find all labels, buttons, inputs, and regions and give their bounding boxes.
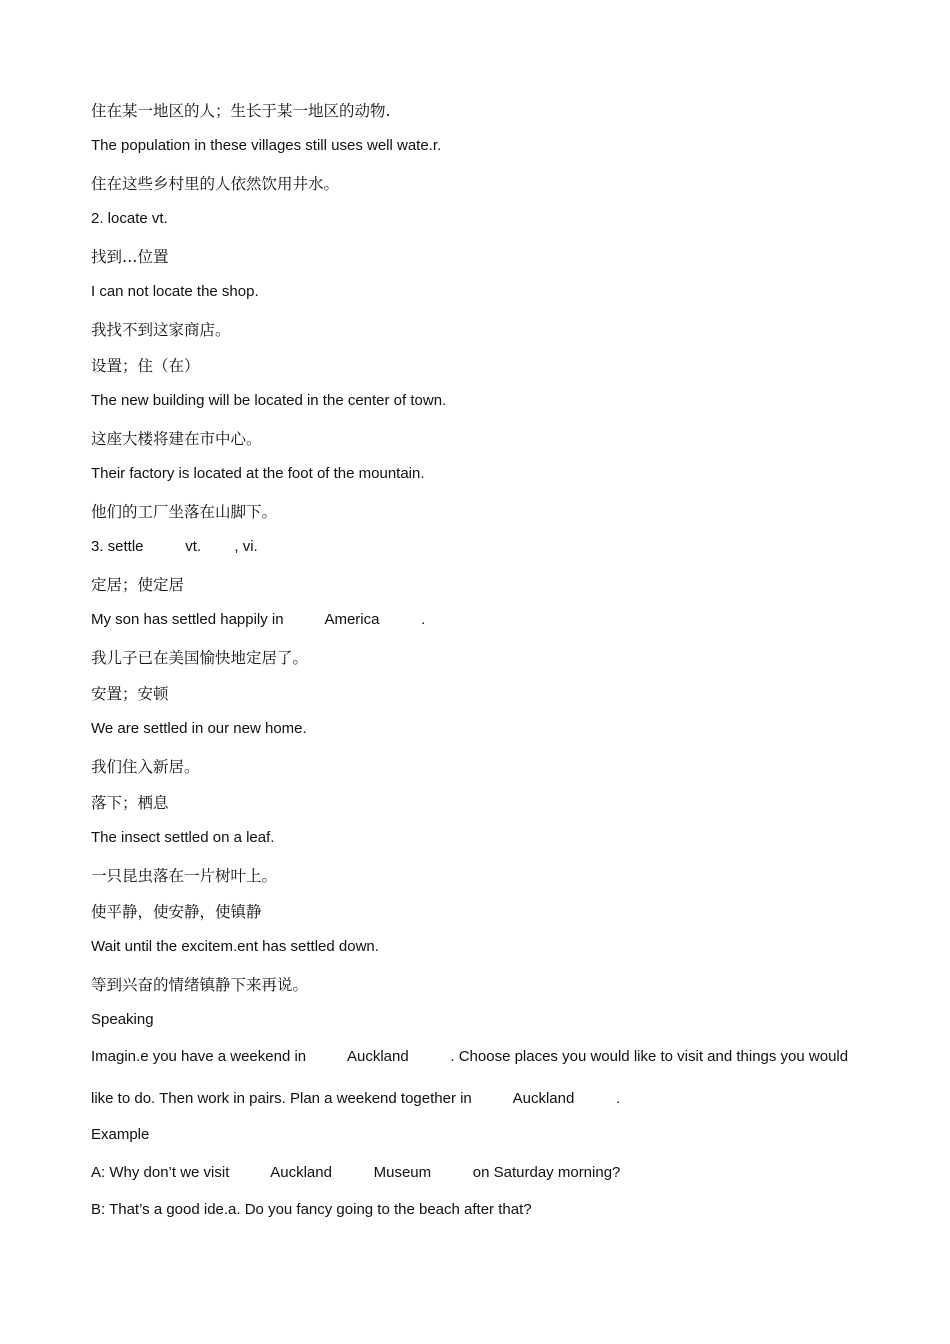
example-sentence: The new building will be located in the center of town. bbox=[91, 392, 447, 409]
definition-line: 落下；栖息 bbox=[91, 794, 169, 812]
dialogue-line: B: That’s a good ide.a. Do you fancy going to the beach after that? bbox=[91, 1201, 532, 1218]
definition-line: 找到…位置 bbox=[91, 248, 169, 266]
example-sentence: Their factory is located at the foot of the mountain. bbox=[91, 465, 425, 482]
translation-line: 等到兴奋的情绪镇静下来再说。 bbox=[91, 976, 309, 994]
example-sentence: We are settled in our new home. bbox=[91, 720, 307, 737]
definition-line: 定居；使定居 bbox=[91, 576, 185, 594]
translation-line: 他们的工厂坐落在山脚下。 bbox=[91, 503, 278, 521]
translation-line: 我儿子已在美国愉快地定居了。 bbox=[91, 649, 309, 667]
definition-line: 住在某一地区的人；生长于某一地区的动物. bbox=[91, 102, 391, 120]
definition-line: 安置；安顿 bbox=[91, 685, 169, 703]
instruction-text: like to do. Then work in pairs. Plan a weekend together in Auckland . bbox=[91, 1090, 621, 1107]
translation-line: 这座大楼将建在市中心。 bbox=[91, 430, 262, 448]
example-sentence: The insect settled on a leaf. bbox=[91, 829, 275, 846]
example-sentence: The population in these villages still uses well wate.r. bbox=[91, 137, 442, 154]
example-sentence: Wait until the excitem.ent has settled down. bbox=[91, 938, 379, 955]
translation-line: 我找不到这家商店。 bbox=[91, 321, 231, 339]
section-heading: Speaking bbox=[91, 1011, 154, 1028]
example-sentence: I can not locate the shop. bbox=[91, 283, 259, 300]
vocab-heading: 3. settle vt. , vi. bbox=[91, 538, 258, 555]
translation-line: 一只昆虫落在一片树叶上。 bbox=[91, 867, 278, 885]
section-heading: Example bbox=[91, 1126, 150, 1143]
dialogue-line: A: Why don’t we visit Auckland Museum on Saturday morning? bbox=[91, 1164, 621, 1181]
definition-line: 使平静，使安静，使镇静 bbox=[91, 903, 262, 921]
instruction-text: Imagin.e you have a weekend in Auckland . Choose places you would like to visit and things you would bbox=[91, 1048, 849, 1065]
translation-line: 我们住入新居。 bbox=[91, 758, 200, 776]
translation-line: 住在这些乡村里的人依然饮用井水。 bbox=[91, 175, 340, 193]
definition-line: 设置；住（在） bbox=[91, 357, 200, 375]
example-sentence: My son has settled happily in America . bbox=[91, 611, 426, 628]
vocab-heading: 2. locate vt. bbox=[91, 210, 168, 227]
